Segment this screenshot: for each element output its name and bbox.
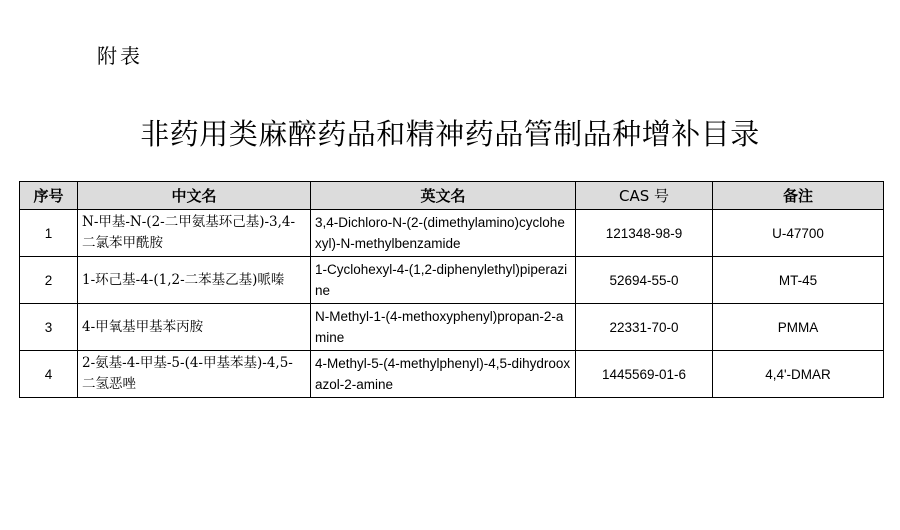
- cell-chinese-name: 1-环己基-4-(1,2-二苯基乙基)哌嗪: [78, 257, 311, 304]
- appendix-label: 附表: [97, 44, 143, 68]
- table-header-row: [20, 182, 884, 210]
- cell-chinese-name: 2-氨基-4-甲基-5-(4-甲基苯基)-4,5-二氢恶唑: [78, 351, 311, 398]
- table-row: [20, 210, 884, 257]
- cell-english-name: 4-Methyl-5-(4-methylphenyl)-4,5-dihydrooxazol-2-amine: [311, 351, 576, 398]
- header-cas-no: CAS 号: [576, 182, 713, 210]
- cell-english-name: 1-Cyclohexyl-4-(1,2-diphenylethyl)piperazine: [311, 257, 576, 304]
- cell-remarks: PMMA: [713, 304, 884, 351]
- cell-remarks: U-47700: [713, 210, 884, 257]
- page-title: 非药用类麻醉药品和精神药品管制品种增补目录: [140, 117, 760, 151]
- cell-cas-no: 22331-70-0: [576, 304, 713, 351]
- header-serial-no: 序号: [20, 182, 78, 210]
- table-row: [20, 257, 884, 304]
- cell-serial-no: 2: [20, 257, 78, 304]
- cell-cas-no: 121348-98-9: [576, 210, 713, 257]
- cell-cas-no: 52694-55-0: [576, 257, 713, 304]
- cell-serial-no: 1: [20, 210, 78, 257]
- cell-cas-no: 1445569-01-6: [576, 351, 713, 398]
- cell-remarks: MT-45: [713, 257, 884, 304]
- table-row: [20, 304, 884, 351]
- cell-english-name: 3,4-Dichloro-N-(2-(dimethylamino)cyclohexyl)-N-methylbenzamide: [311, 210, 576, 257]
- cell-chinese-name: N-甲基-N-(2-二甲氨基环己基)-3,4-二氯苯甲酰胺: [78, 210, 311, 257]
- table-row: [20, 351, 884, 398]
- cell-serial-no: 4: [20, 351, 78, 398]
- header-chinese-name: 中文名: [78, 182, 311, 210]
- cell-english-name: N-Methyl-1-(4-methoxyphenyl)propan-2-amine: [311, 304, 576, 351]
- header-remarks: 备注: [713, 182, 884, 210]
- controlled-substances-table: [19, 181, 884, 398]
- cell-chinese-name: 4-甲氧基甲基苯丙胺: [78, 304, 311, 351]
- cell-serial-no: 3: [20, 304, 78, 351]
- header-english-name: 英文名: [311, 182, 576, 210]
- cell-remarks: 4,4'-DMAR: [713, 351, 884, 398]
